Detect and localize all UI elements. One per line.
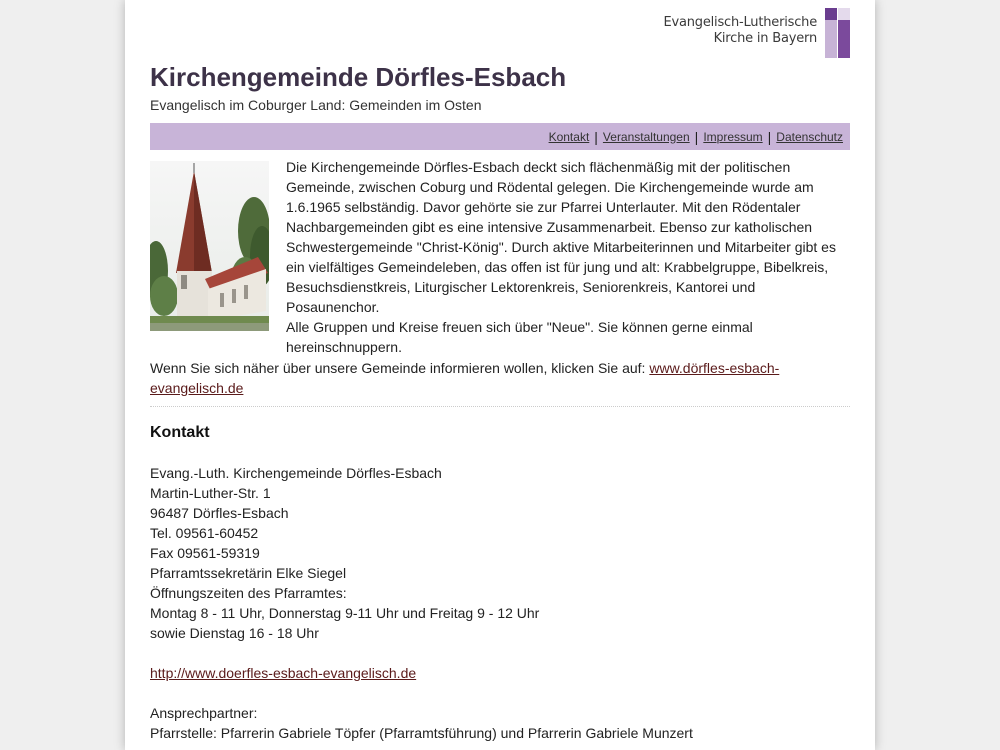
contact-line: 96487 Dörfles-Esbach [150,505,289,521]
info-link-line [150,358,850,407]
nav-item-kontakt[interactable]: Kontakt [548,129,590,144]
nav-separator: | [767,128,772,145]
contact-line: Martin-Luther-Str. 1 [150,485,271,501]
elkb-logo[interactable] [663,8,850,58]
nav-separator: | [594,128,598,145]
page-subtitle: Evangelisch im Coburger Land: Gemeinden im Osten [150,97,482,113]
nav-item-impressum[interactable]: Impressum [703,129,763,144]
contact-website-link[interactable]: http://www.doerfles-esbach-evangelisch.de [150,665,417,681]
contact-partner-label: Ansprechpartner: [150,705,258,721]
nav-item-veranstaltungen[interactable]: Veranstaltungen [602,129,690,144]
contact-line: Montag 8 - 11 Uhr, Donnerstag 9-11 Uhr und Freitag 9 - 12 Uhr [150,605,540,621]
info-link-text: Wenn Sie sich näher über unsere Gemeinde informieren wollen, klicken Sie auf: [150,360,650,376]
contact-fax: Fax 09561-59319 [150,545,260,561]
parish-website-link[interactable]: www.dörfles-esbach-evangelisch.de [150,360,780,396]
contact-heading: Kontakt [150,424,210,441]
page-container [125,0,875,750]
logo-text [663,15,817,47]
contact-partner: Pfarrstelle: Pfarrerin Gabriele Töpfer (Pfarramtsführung) und Pfarrerin Gabriele Munzert [150,725,693,741]
logo-line-2: Kirche in Bayern [713,31,817,46]
top-navigation [150,123,850,150]
contact-block [150,463,850,743]
contact-line: Evang.-Luth. Kirchengemeinde Dörfles-Esbach [150,465,442,481]
logo-line-1: Evangelisch-Lutherische [663,15,817,30]
nav-item-datenschutz[interactable]: Datenschutz [776,129,843,144]
page-title: Kirchengemeinde Dörfles-Esbach [150,62,567,92]
contact-phone: Tel. 09561-60452 [150,525,259,541]
intro-paragraph-2: Alle Gruppen und Kreise freuen sich über "Neue". Sie können gerne einmal hereinschnuppern. [286,319,753,355]
church-photo [150,161,269,331]
nav-separator: | [694,128,699,145]
contact-line: Öffnungszeiten des Pfarramtes: [150,585,347,601]
intro-text [286,157,852,357]
contact-line: sowie Dienstag 16 - 18 Uhr [150,625,319,641]
logo-mark-icon [825,8,850,58]
contact-line: Pfarramtssekretärin Elke Siegel [150,565,347,581]
intro-paragraph: Die Kirchengemeinde Dörfles-Esbach deckt sich flächenmäßig mit der politischen Gemeinde, zwischen Coburg und Rödental gelegen. Die Kirchengemeinde wurde am 1.6.1965 selbständig. Davor gehörte sie zur Pfarrei Unterlauter. Mit den Rödentaler Nachbargemeinden gibt es eine intensive Zusammenarbeit. Ebenso zur katholischen Schwestergemeinde "Christ-König". Durch aktive Mitarbeiterinnen und Mitarbeiter gibt es ein vielfältiges Gemeindeleben, das offen ist für jung und alt: Krabbelgruppe, Bibelkreis, Besuchsdienstkreis, Liturgischer Lektorenkreis, Seniorenkreis, Kantorei und Posaunenchor. [286,159,836,315]
